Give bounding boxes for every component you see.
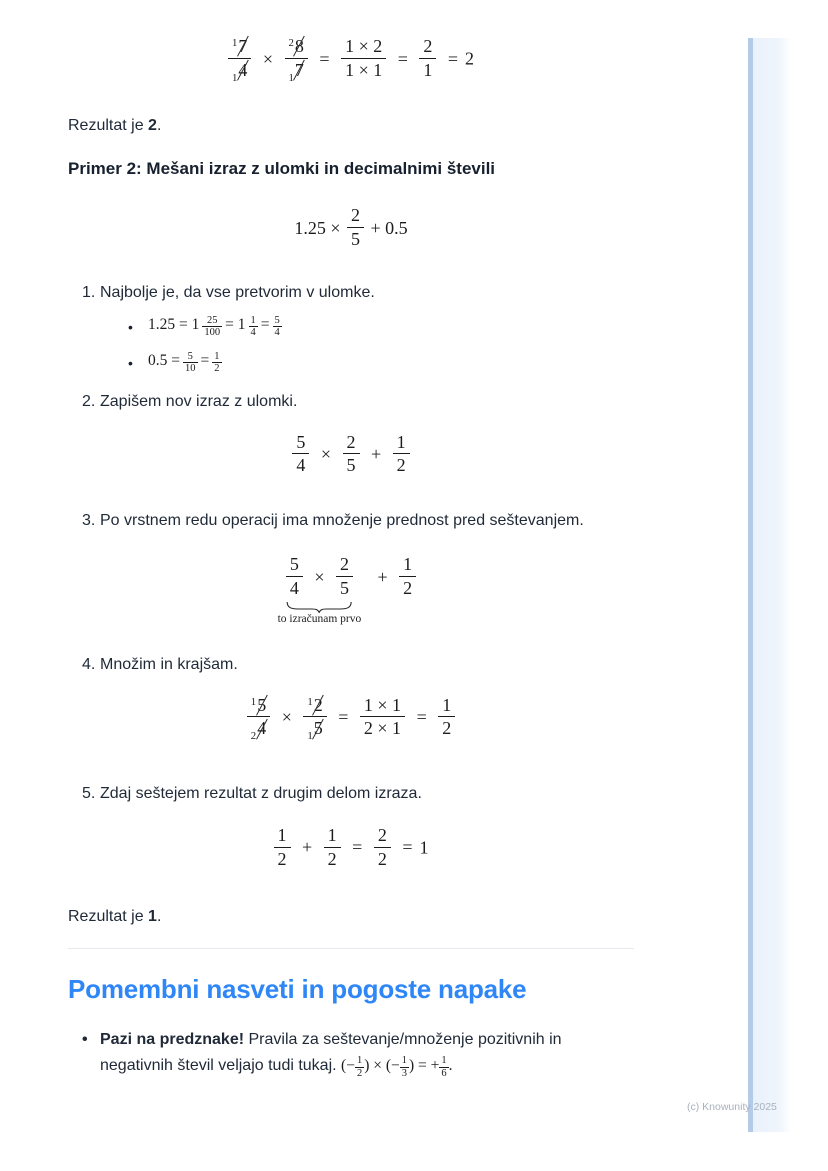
side-panel — [748, 38, 790, 1132]
step-1-bullet-b — [68, 348, 634, 378]
list-number: 4. — [82, 655, 96, 673]
fraction: $\frac{1 \times 1}{2 \times 1}$ — [360, 695, 405, 739]
step-1 — [68, 281, 634, 305]
fraction: $\frac{^15}{_24}$ — [247, 695, 270, 739]
tip-bold-lead: Pazi na predznake! — [100, 1031, 245, 1049]
fraction: $\frac{1 \times 2}{1 \times 1}$ — [341, 36, 386, 80]
inline-math: (− $\frac{1}{2}$ ) × (− $\frac{1}{3}$ ) = + $\frac{1}{6}$ . — [341, 1055, 453, 1080]
fraction: $\frac{^12}{_15}$ — [303, 695, 326, 739]
fraction: $\frac{1}{2}$ — [393, 432, 410, 476]
step-text: Zdaj seštejem rezultat z drugim delom izraza. — [100, 784, 422, 802]
times-operator: × — [281, 707, 292, 728]
math-expression-mixed: 1.25 × $\frac{2}{5}$ + 0.5 — [294, 205, 408, 250]
underbrace-group — [277, 554, 362, 625]
result-paragraph: Rezultat je 2. — [68, 117, 162, 135]
next-page-edge — [753, 38, 790, 1132]
cancelled-digit: 5 — [257, 694, 267, 715]
result-number: 1 — [148, 908, 157, 926]
fraction: $\frac{2}{5}$ — [347, 205, 364, 249]
fraction: $\frac{^17}{_14}$ — [228, 36, 251, 80]
inline-math: 1.25 = 1 $\frac{25}{100}$ = 1 $\frac{1}{4}$ = $\frac{5}{4}$ — [148, 314, 280, 339]
cancelled-digit: 7 — [294, 59, 304, 80]
math-expression-cancel-step4: $\frac{^15}{_24}$ × $\frac{^12}{_15}$ = $\frac{1 \times 1}{2 \times 1}$ = $\frac{1}{2}$ — [68, 695, 634, 739]
fraction: $\frac{2}{1}$ — [419, 36, 436, 80]
tips-section-heading: Pomembni nasveti in pogoste napake — [68, 974, 527, 1005]
fraction: $\frac{1}{2}$ — [399, 554, 416, 598]
step-5 — [68, 782, 634, 806]
plus-operator: + — [371, 444, 382, 465]
fraction: $\frac{5}{4}$ — [292, 432, 309, 476]
math-expression-cancel-top: $\frac{^17}{_14}$ × $\frac{^28}{_17}$ = $\frac{1 \times 2}{1 \times 1}$ = $\frac{2}{1}$ = 2 — [68, 36, 634, 80]
math-expression-fractions — [68, 432, 634, 476]
math-expression-underbrace — [68, 554, 634, 625]
list-number: 5. — [82, 784, 96, 802]
step-text: Po vrstnem redu operacij ima množenje prednost pred seštevanjem. — [100, 512, 584, 530]
result-value: 1 — [419, 837, 429, 858]
step-text: Zapišem nov izraz z ulomki. — [100, 392, 298, 410]
bullet-icon: • — [128, 318, 133, 335]
document-content — [68, 0, 634, 1080]
cancelled-digit: 2 — [313, 694, 323, 715]
plus-operator: + — [302, 837, 313, 858]
step-3 — [68, 509, 634, 533]
tip-item — [68, 1027, 634, 1079]
step-text: Najbolje je, da vse pretvorim v ulomke. — [100, 283, 375, 301]
tip-text: Pazi na predznake! Pravila za seštevanje/množenje pozitivnih in negativnih števil veljajo tudi tukaj. (− $\frac{1}{2}$ ) × (− $\frac{1}{3}$ ) = + $\frac{1}{6}$ . — [100, 1031, 562, 1080]
fraction: $\frac{2}{5}$ — [343, 432, 360, 476]
step-text: Množim in krajšam. — [100, 655, 238, 673]
bullet-icon: • — [82, 1031, 88, 1049]
list-number: 3. — [82, 512, 96, 530]
fraction: $\frac{5}{4}$ — [286, 554, 303, 598]
plus-operator: + — [377, 566, 388, 587]
times-operator: × — [262, 48, 274, 69]
times-operator: × — [314, 566, 325, 587]
result-paragraph: Rezultat je 1. — [68, 908, 162, 926]
inline-math: 0.5 = $\frac{5}{10}$ = $\frac{1}{2}$ — [148, 350, 220, 375]
cancelled-digit: 4 — [257, 718, 267, 739]
list-number: 2. — [82, 392, 96, 410]
cancelled-digit: 5 — [313, 718, 323, 739]
fraction: $\frac{2}{2}$ — [374, 825, 391, 869]
fraction: $\frac{^28}{_17}$ — [285, 36, 308, 80]
times-operator: × — [320, 444, 331, 465]
list-number: 1. — [82, 283, 96, 301]
step-4 — [68, 653, 634, 677]
bullet-icon: • — [128, 354, 133, 371]
fraction: $\frac{1}{2}$ — [324, 825, 341, 869]
cancelled-digit: 8 — [294, 36, 304, 56]
step-2 — [68, 390, 634, 414]
section-divider — [68, 948, 634, 949]
step-1-bullet-a — [68, 312, 634, 342]
math-expression-sum: $\frac{1}{2}$ + $\frac{1}{2}$ = $\frac{2}{2}$ = 1 — [68, 825, 634, 869]
underbrace-annotation — [278, 599, 362, 626]
cancelled-digit: 4 — [238, 59, 248, 80]
copyright-watermark: (c) Knowunity 2025 — [687, 1101, 777, 1113]
cancelled-digit: 7 — [238, 36, 248, 56]
fraction: $\frac{2}{5}$ — [336, 554, 353, 598]
example-2-heading: Primer 2: Mešani izraz z ulomki in decimalnimi števili — [68, 159, 496, 179]
result-value: 2 — [465, 48, 475, 69]
fraction: $\frac{1}{2}$ — [438, 695, 455, 739]
fraction: $\frac{1}{2}$ — [274, 825, 291, 869]
result-number: 2 — [148, 117, 157, 135]
underbrace-label: to izračunam prvo — [277, 612, 362, 625]
underbrace-icon — [286, 601, 352, 613]
